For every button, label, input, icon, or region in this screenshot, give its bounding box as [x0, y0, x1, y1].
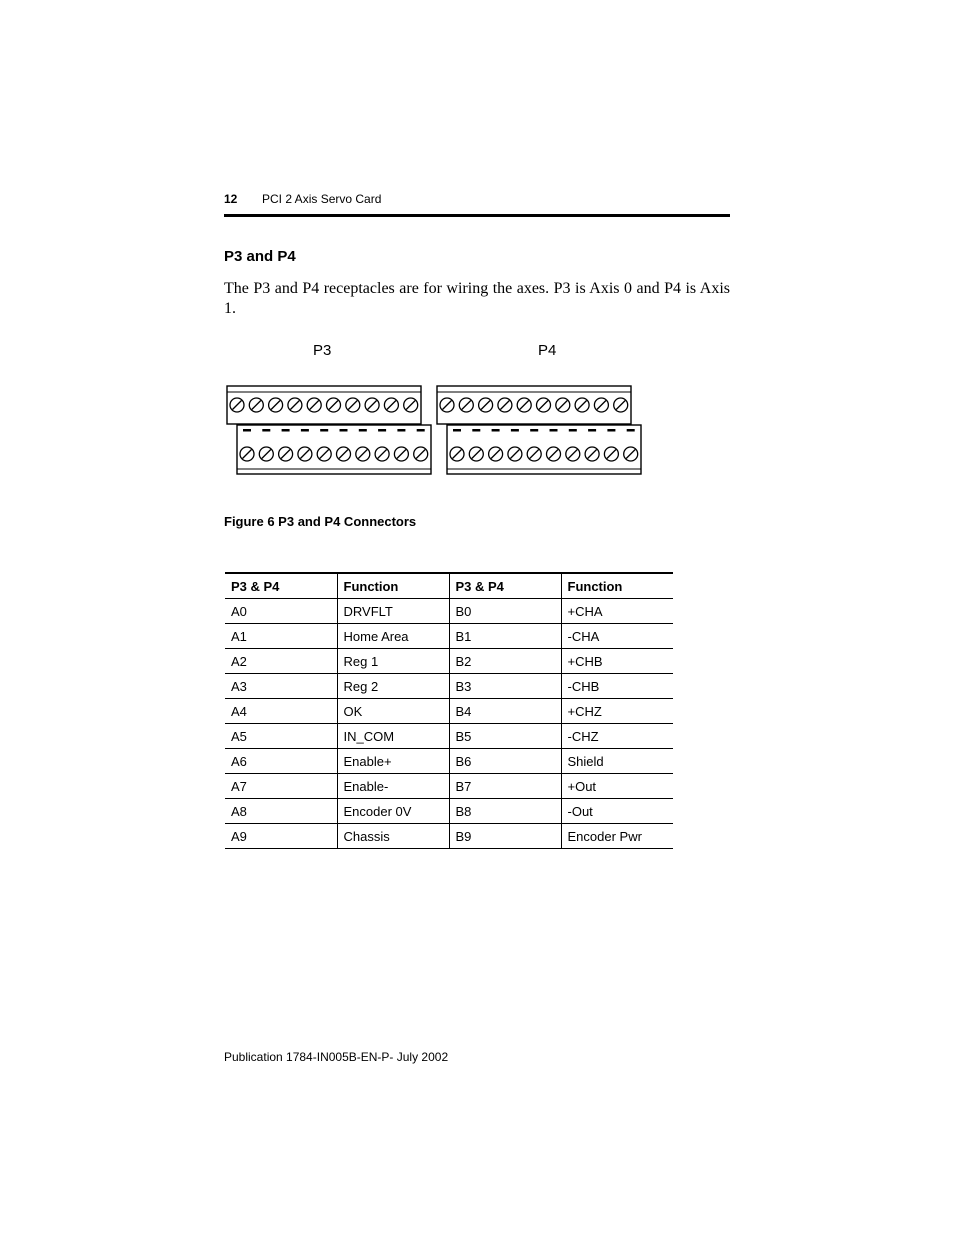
table-header-row	[225, 573, 673, 599]
table-cell: A2	[225, 649, 337, 674]
table-cell: A3	[225, 674, 337, 699]
table-header-cell: Function	[337, 573, 449, 599]
contact-slot	[282, 429, 290, 432]
table-row	[225, 774, 673, 799]
table-cell: B0	[449, 599, 561, 624]
page-number: 12	[224, 192, 238, 206]
table-cell: +CHZ	[561, 699, 673, 724]
running-title: PCI 2 Axis Servo Card	[262, 192, 382, 206]
table-cell: B1	[449, 624, 561, 649]
contact-slot	[378, 429, 386, 432]
table-cell: +Out	[561, 774, 673, 799]
contact-slot	[492, 429, 500, 432]
table-cell: -CHA	[561, 624, 673, 649]
contact-slot	[262, 429, 270, 432]
table-row	[225, 749, 673, 774]
table-cell: Chassis	[337, 824, 449, 849]
table-cell: A5	[225, 724, 337, 749]
table-cell: B6	[449, 749, 561, 774]
contact-slot	[627, 429, 635, 432]
table-cell: -CHB	[561, 674, 673, 699]
table-cell: Shield	[561, 749, 673, 774]
table-cell: Enable+	[337, 749, 449, 774]
table-row	[225, 599, 673, 624]
table-cell: B9	[449, 824, 561, 849]
table-cell: A4	[225, 699, 337, 724]
contact-slot	[550, 429, 558, 432]
contact-slot	[340, 429, 348, 432]
section-title: P3 and P4	[224, 248, 296, 265]
contact-slot	[569, 429, 577, 432]
table-cell: Reg 2	[337, 674, 449, 699]
table-cell: Encoder Pwr	[561, 824, 673, 849]
table-cell: +CHA	[561, 599, 673, 624]
table-cell: B5	[449, 724, 561, 749]
table-row	[225, 674, 673, 699]
contact-slot	[511, 429, 519, 432]
table-cell: DRVFLT	[337, 599, 449, 624]
connector-label-p4: P4	[538, 342, 557, 359]
table-cell: A7	[225, 774, 337, 799]
contact-slot	[607, 429, 615, 432]
table-cell: +CHB	[561, 649, 673, 674]
connector-diagram	[222, 380, 646, 480]
table-cell: IN_COM	[337, 724, 449, 749]
table-cell: -Out	[561, 799, 673, 824]
table-cell: B8	[449, 799, 561, 824]
table-cell: A8	[225, 799, 337, 824]
table-cell: B4	[449, 699, 561, 724]
contact-slot	[397, 429, 405, 432]
pinout-table	[225, 572, 673, 849]
contact-slot	[453, 429, 461, 432]
table-cell: A1	[225, 624, 337, 649]
table-cell: B7	[449, 774, 561, 799]
header-rule	[224, 214, 730, 217]
table-cell: A0	[225, 599, 337, 624]
contact-slot	[301, 429, 309, 432]
table-cell: A6	[225, 749, 337, 774]
table-cell: B2	[449, 649, 561, 674]
contact-slot	[472, 429, 480, 432]
table-header-cell: P3 & P4	[225, 573, 337, 599]
table-header-cell: P3 & P4	[449, 573, 561, 599]
table-cell: B3	[449, 674, 561, 699]
contact-slot	[243, 429, 251, 432]
table-row	[225, 624, 673, 649]
contact-slot	[320, 429, 328, 432]
table-row	[225, 649, 673, 674]
table-header-cell: Function	[561, 573, 673, 599]
connector-label-p3: P3	[313, 342, 332, 359]
table-cell: OK	[337, 699, 449, 724]
body-paragraph: The P3 and P4 receptacles are for wiring the axes. P3 is Axis 0 and P4 is Axis 1.	[224, 280, 730, 317]
table-cell: Home Area	[337, 624, 449, 649]
table-row	[225, 799, 673, 824]
table-cell: -CHZ	[561, 724, 673, 749]
table-row	[225, 724, 673, 749]
contact-slot	[417, 429, 425, 432]
table-row	[225, 699, 673, 724]
contact-slot	[359, 429, 367, 432]
figure-caption: Figure 6 P3 and P4 Connectors	[224, 514, 417, 529]
publication-footer: Publication 1784-IN005B-EN-P- July 2002	[224, 1050, 449, 1064]
table-cell: Encoder 0V	[337, 799, 449, 824]
contact-slot	[588, 429, 596, 432]
table-cell: A9	[225, 824, 337, 849]
contact-slot	[530, 429, 538, 432]
table-cell: Enable-	[337, 774, 449, 799]
table-cell: Reg 1	[337, 649, 449, 674]
table-row	[225, 824, 673, 849]
